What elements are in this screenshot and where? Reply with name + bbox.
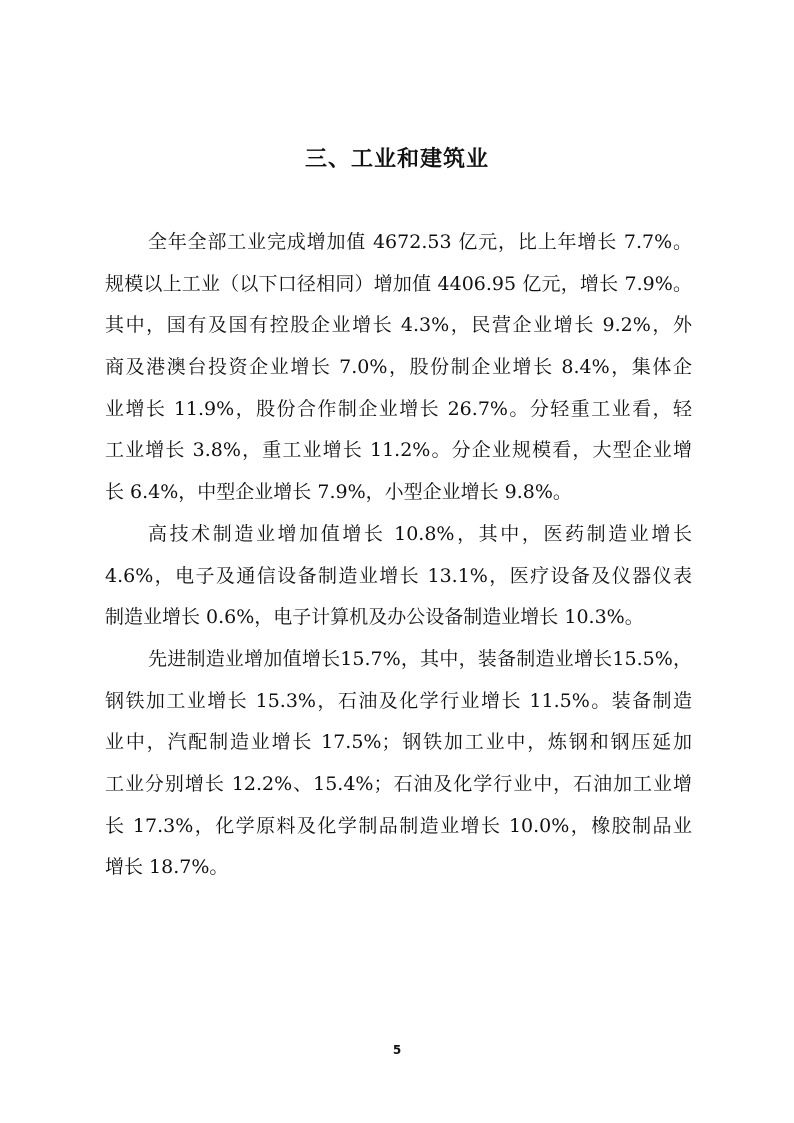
text-line: 工业增长 3.8%，重工业增长 11.2%。分企业规模看，大型企业增 (105, 439, 692, 462)
text-line: 业增长 11.9%，股份合作制企业增长 26.7%。分轻重工业看，轻 (105, 397, 692, 420)
text-line: 长 17.3%，化学原料及化学制品制造业增长 10.0%，橡胶制品业 (105, 814, 692, 837)
page-number: 5 (392, 1043, 402, 1057)
paragraph-advanced-manufacturing (105, 639, 692, 889)
text-line: 业中，汽配制造业增长 17.5%；钢铁加工业中，炼钢和钢压延加 (105, 731, 692, 754)
text-line: 长 6.4%，中型企业增长 7.9%，小型企业增长 9.8%。 (105, 481, 572, 504)
text-line: 4.6%，电子及通信设备制造业增长 13.1%，医疗设备及仪器仪表 (105, 564, 692, 587)
text-line: 规模以上工业（以下口径相同）增加值 4406.95 亿元，增长 7.9%。 (105, 272, 692, 295)
section-title: 三、工业和建筑业 (304, 147, 489, 172)
text-line: 高技术制造业增加值增长 10.8%，其中，医药制造业增长 (148, 522, 692, 545)
text-line: 商及港澳台投资企业增长 7.0%，股份制企业增长 8.4%，集体企 (105, 356, 692, 379)
paragraph-industry-overview (105, 222, 692, 514)
paragraph-high-tech-manufacturing (105, 514, 692, 639)
text-line: 工业分别增长 12.2%、15.4%；石油及化学行业中，石油加工业增 (105, 772, 692, 795)
text-line: 增长 18.7%。 (105, 856, 229, 879)
text-line: 制造业增长 0.6%，电子计算机及办公设备制造业增长 10.3%。 (105, 606, 644, 629)
text-line: 先进制造业增加值增长15.7%，其中，装备制造业增长15.5%， (148, 647, 692, 670)
body-text (105, 222, 692, 889)
text-line: 钢铁加工业增长 15.3%，石油及化学行业增长 11.5%。装备制造 (105, 689, 692, 712)
text-line: 全年全部工业完成增加值 4672.53 亿元，比上年增长 7.7%。 (148, 231, 692, 253)
text-line: 其中，国有及国有控股企业增长 4.3%，民营企业增长 9.2%，外 (105, 314, 692, 337)
